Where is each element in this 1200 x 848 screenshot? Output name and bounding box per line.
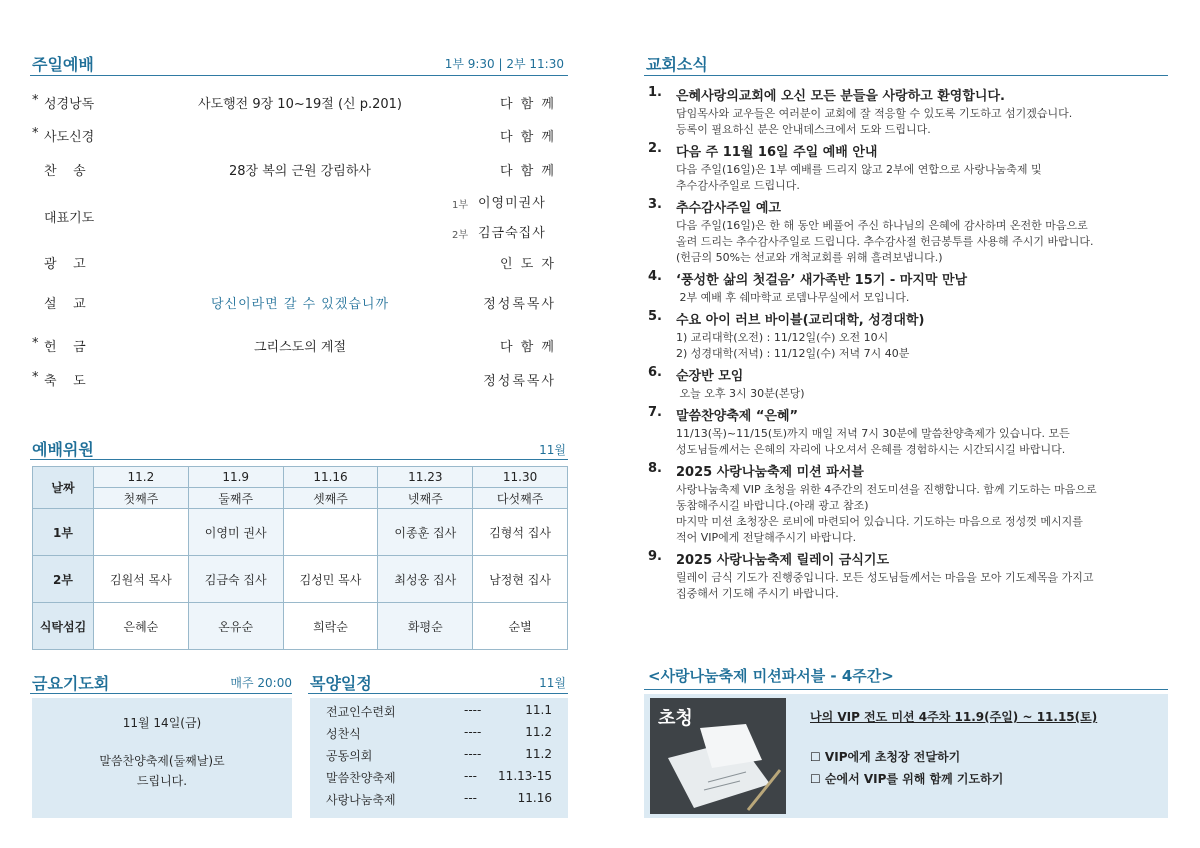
worship-content: 그리스도의 계절 xyxy=(253,340,347,355)
date-cell: 11.23 xyxy=(378,467,473,488)
staff-cell: 남정현 집사 xyxy=(473,556,568,603)
friday-box xyxy=(32,698,292,818)
staff-month: 11월 xyxy=(539,443,566,457)
worship-label: 사도신경 xyxy=(44,130,95,145)
news-headline: 추수감사주일 예고 xyxy=(676,201,781,216)
schedule-name: 말씀찬양축제 xyxy=(326,771,396,785)
news-body-line: 동참해주시길 바랍니다.(아래 광고 참조) xyxy=(676,499,869,512)
row-header: 1부 xyxy=(33,509,94,556)
news-body-line: 2) 성경대학(저녁) : 11/12일(수) 저녁 7시 40분 xyxy=(676,347,910,360)
worship-leader: 다 함 께 xyxy=(500,97,556,112)
news-headline: ‘풍성한 삶의 첫걸음’ 새가족반 15기 - 마지막 만남 xyxy=(676,273,968,288)
news-body-line: 사랑나눔축제 VIP 초청을 위한 4주간의 전도미션을 진행합니다. 함께 기도하는 마음으로 xyxy=(676,483,1097,496)
divider xyxy=(30,75,568,76)
news-body-line: 릴레이 금식 기도가 진행중입니다. 모든 성도님들께서는 마음을 모아 기도제목을 가지고 xyxy=(676,571,1094,584)
week-cell: 셋째주 xyxy=(283,488,378,509)
worship-content: 사도행전 9장 10~19절 (신 p.201) xyxy=(197,97,403,112)
news-headline: 2025 사랑나눔축제 릴레이 금식기도 xyxy=(676,553,890,568)
news-body-line: 11/13(목)~11/15(토)까지 매일 저녁 7시 30분에 말씀찬양축제가 있습니다. 모든 xyxy=(676,427,1070,440)
worship-content: 28장 복의 근원 강림하사 xyxy=(229,164,371,179)
news-body-line: 추수감사주일로 드립니다. xyxy=(676,179,800,192)
date-cell: 11.2 xyxy=(94,467,189,488)
schedule-date: 11.2 xyxy=(525,747,552,761)
schedule-name: 사랑나눔축제 xyxy=(326,793,396,807)
schedule-item xyxy=(326,725,552,745)
worship-label: 설 교 xyxy=(44,297,86,312)
news-body-line: 집중해서 기도해 주시기 바랍니다. xyxy=(676,587,839,600)
staff-cell: 김원석 목사 xyxy=(94,556,189,603)
news-number: 2. xyxy=(648,141,662,156)
friday-line-1: 말씀찬양축제(둘째날)로 xyxy=(99,754,225,768)
schedule-item xyxy=(326,747,552,767)
news-headline: 말씀찬양축제 “은혜” xyxy=(676,409,799,424)
row-header: 식탁섬김 xyxy=(33,603,94,650)
staff-cell: 순별 xyxy=(473,603,568,650)
date-cell: 11.30 xyxy=(473,467,568,488)
worship-leader: 다 함 께 xyxy=(500,164,556,179)
news-headline: 2025 사랑나눔축제 미션 파서블 xyxy=(676,465,864,480)
mission-headline: 나의 VIP 전도 미션 4주차 11.9(주일) ~ 11.15(토) xyxy=(810,710,1098,724)
week-cell: 첫째주 xyxy=(94,488,189,509)
schedule-dash: ---- xyxy=(464,725,482,739)
news-headline: 수요 아이 러브 바이블(교리대학, 성경대학) xyxy=(676,313,925,328)
worship-times: 1부 9:30 | 2부 11:30 xyxy=(444,57,564,71)
worship-star: * xyxy=(32,370,39,385)
news-body-line: (헌금의 50%는 선교와 개척교회를 위해 흘려보냅니다.) xyxy=(676,251,943,264)
schedule-item xyxy=(326,703,552,723)
staff-cell: 희락순 xyxy=(283,603,378,650)
news-body-line: 적어 VIP에게 전달해주시기 바랍니다. xyxy=(676,531,857,544)
mission-title: <사랑나눔축제 미션파서블 - 4주간> xyxy=(648,667,894,685)
schedule-date: 11.13-15 xyxy=(498,769,552,783)
staff-cell: 김형석 집사 xyxy=(473,509,568,556)
news-headline: 은혜사랑의교회에 오신 모든 분들을 사랑하고 환영합니다. xyxy=(676,89,1005,104)
worship-leader: 인 도 자 xyxy=(500,257,556,272)
news-headline: 다음 주 11월 16일 주일 예배 안내 xyxy=(676,145,878,160)
friday-date: 11월 14일(금) xyxy=(122,716,202,730)
friday-line-2: 드립니다. xyxy=(136,774,188,788)
news-number: 9. xyxy=(648,549,662,564)
schedule-date: 11.2 xyxy=(525,725,552,739)
news-number: 3. xyxy=(648,197,662,212)
prayer-tag-2: 2부 xyxy=(452,230,469,241)
news-headline: 순장반 모임 xyxy=(676,369,744,384)
mission-task-1: ☐ VIP에게 초청장 전달하기 xyxy=(810,750,961,764)
week-cell: 넷째주 xyxy=(378,488,473,509)
staff-cell: 온유순 xyxy=(188,603,283,650)
news-body-line: 오늘 오후 3시 30분(본당) xyxy=(676,387,805,400)
prayer-label: 대표기도 xyxy=(44,211,95,226)
staff-cell xyxy=(283,509,378,556)
staff-cell: 은혜순 xyxy=(94,603,189,650)
schedule-date: 11.16 xyxy=(517,791,552,805)
worship-label: 헌 금 xyxy=(44,340,86,355)
schedule-dash: --- xyxy=(464,791,477,805)
prayer-tag-1: 1부 xyxy=(452,200,469,211)
pastoral-month: 11월 xyxy=(539,676,566,690)
worship-label: 광 고 xyxy=(44,257,86,272)
news-body-line: 성도님들께서는 은혜의 자리에 나오셔서 은혜를 경험하시는 시간되시길 바랍니다. xyxy=(676,443,1066,456)
photo-label: 초청 xyxy=(658,708,693,729)
worship-row xyxy=(30,370,560,392)
news-title: 교회소식 xyxy=(646,55,708,74)
staff-title: 예배위원 xyxy=(32,440,94,459)
worship-leader: 정성록목사 xyxy=(483,297,556,312)
worship-content: 당신이라면 갈 수 있겠습니까 xyxy=(210,297,390,312)
schedule-date: 11.1 xyxy=(525,703,552,717)
worship-row xyxy=(30,126,560,148)
schedule-dash: ---- xyxy=(464,703,482,717)
worship-leader: 다 함 께 xyxy=(500,340,556,355)
schedule-item xyxy=(326,769,552,789)
news-number: 8. xyxy=(648,461,662,476)
divider xyxy=(30,693,292,694)
news-body-line: 다음 주일(16일)은 한 해 동안 베풀어 주신 하나님의 은혜에 감사하며 온전한 마음으로 xyxy=(676,219,1088,232)
worship-row xyxy=(30,160,560,182)
staff-table xyxy=(32,466,568,650)
worship-star: * xyxy=(32,336,39,351)
schedule-name: 공동의회 xyxy=(326,749,373,763)
staff-cell: 이영미 권사 xyxy=(188,509,283,556)
worship-star: * xyxy=(32,93,39,108)
prayer-person-1: 이영미권사 xyxy=(478,196,546,211)
divider xyxy=(644,75,1168,76)
worship-star: * xyxy=(32,126,39,141)
staff-cell xyxy=(94,509,189,556)
friday-time: 매주 20:00 xyxy=(230,676,292,690)
worship-row xyxy=(30,253,560,275)
invitation-photo xyxy=(650,698,786,814)
news-number: 7. xyxy=(648,405,662,420)
schedule-name: 전교인수련회 xyxy=(326,705,396,719)
pastoral-title: 목양일정 xyxy=(310,674,372,693)
mission-task-2: ☐ 순에서 VIP를 위해 함께 기도하기 xyxy=(810,772,1004,786)
news-body-line: 올려 드리는 추수감사주일로 드립니다. 추수감사절 헌금봉투를 사용해 주시기 바랍니다. xyxy=(676,235,1094,248)
worship-row xyxy=(30,336,560,358)
worship-label: 찬 송 xyxy=(44,164,86,179)
schedule-dash: ---- xyxy=(464,747,482,761)
week-cell: 둘째주 xyxy=(188,488,283,509)
worship-leader: 다 함 께 xyxy=(500,130,556,145)
worship-leader: 정성록목사 xyxy=(483,374,556,389)
staff-cell: 김금숙 집사 xyxy=(188,556,283,603)
schedule-dash: --- xyxy=(464,769,477,783)
divider xyxy=(644,689,1168,690)
friday-title: 금요기도회 xyxy=(32,674,110,693)
news-body-line: 1) 교리대학(오전) : 11/12일(수) 오전 10시 xyxy=(676,331,889,344)
worship-row xyxy=(30,293,560,315)
news-body-line: 담임목사와 교우들은 여러분이 교회에 잘 적응할 수 있도록 기도하고 섬기겠습니다. xyxy=(676,107,1073,120)
news-body-line: 2부 예배 후 쉐마학교 로뎀나무실에서 모입니다. xyxy=(676,291,910,304)
schedule-item xyxy=(326,791,552,811)
date-cell: 11.9 xyxy=(188,467,283,488)
row-header: 2부 xyxy=(33,556,94,603)
news-body-line: 등록이 필요하신 분은 안내데스크에서 도와 드립니다. xyxy=(676,123,931,136)
prayer-person-2: 김금숙집사 xyxy=(478,226,546,241)
worship-row xyxy=(30,93,560,115)
staff-cell: 화평순 xyxy=(378,603,473,650)
staff-cell: 최성웅 집사 xyxy=(378,556,473,603)
date-cell: 11.16 xyxy=(283,467,378,488)
worship-label: 성경낭독 xyxy=(44,97,95,112)
news-number: 1. xyxy=(648,85,662,100)
news-number: 5. xyxy=(648,309,662,324)
schedule-name: 성찬식 xyxy=(326,727,361,741)
news-body-line: 마지막 미션 초청장은 로비에 마련되어 있습니다. 기도하는 마음으로 정성껏 메시지를 xyxy=(676,515,1083,528)
news-body-line: 다음 주일(16일)은 1부 예배를 드리지 않고 2부에 연합으로 사랑나눔축제 및 xyxy=(676,163,1042,176)
worship-label: 축 도 xyxy=(44,374,86,389)
news-number: 6. xyxy=(648,365,662,380)
week-cell: 다섯째주 xyxy=(473,488,568,509)
divider xyxy=(308,693,568,694)
staff-cell: 이종훈 집사 xyxy=(378,509,473,556)
date-header: 날짜 xyxy=(33,467,94,509)
worship-title: 주일예배 xyxy=(32,55,94,74)
divider xyxy=(30,459,568,460)
news-number: 4. xyxy=(648,269,662,284)
staff-cell: 김성민 목사 xyxy=(283,556,378,603)
